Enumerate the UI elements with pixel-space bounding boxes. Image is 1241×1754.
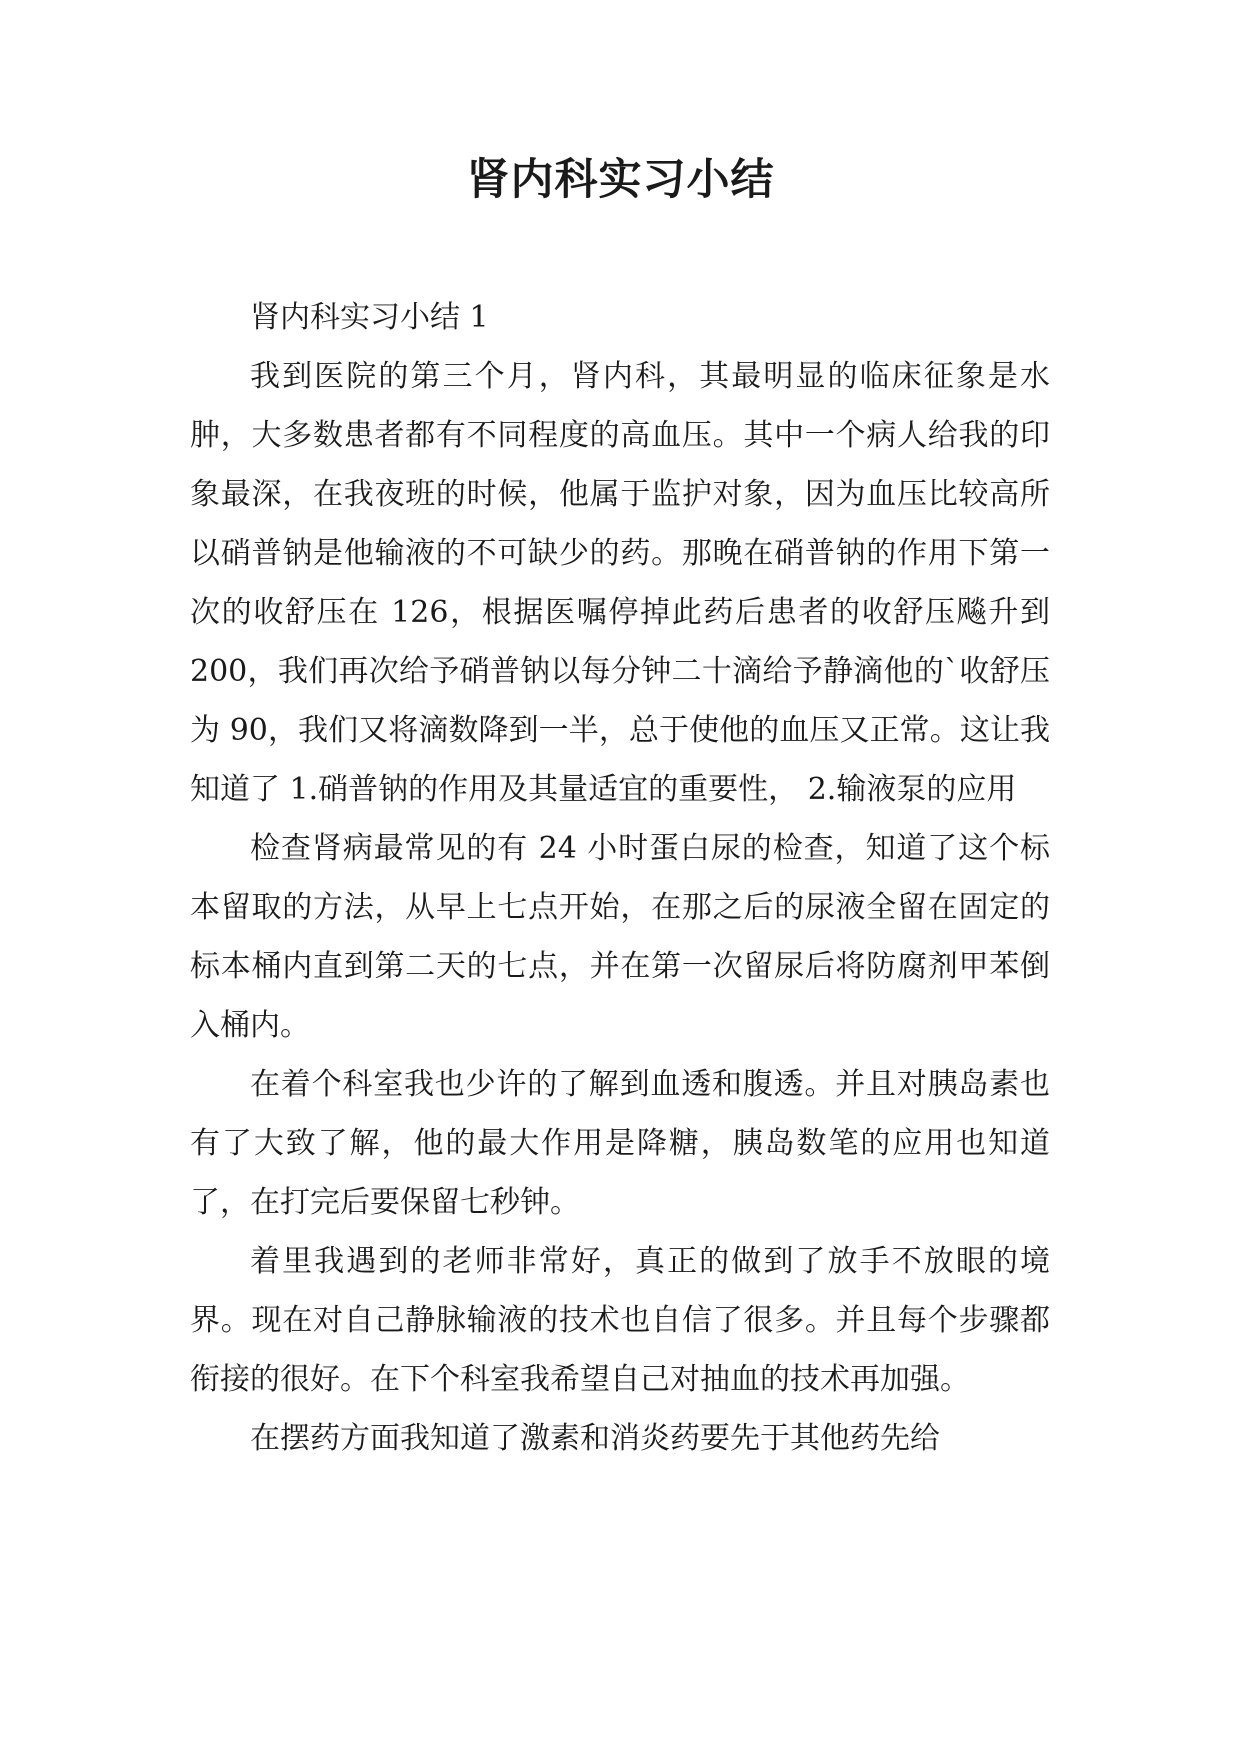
document-body	[190, 288, 1050, 1468]
paragraph: 我到医院的第三个月，肾内科，其最明显的临床征象是水肿，大多数患者都有不同程度的高血压。其中一个病人给我的印象最深，在我夜班的时候，他属于监护对象，因为血压比较高所以硝普钠是他输液的不可缺少的药。那晚在硝普钠的作用下第一次的收舒压在 126，根据医嘱停掉此药后患者的收舒压飚升到 200，我们再次给予硝普钠以每分钟二十滴给予静滴他的`收舒压为 90，我们又将滴数降到一半，总于使他的血压又正常。这让我知道了 1.硝普钠的作用及其量适宜的重要性， 2.输液泵的应用	[190, 359, 1050, 807]
paragraph: 在摆药方面我知道了激素和消炎药要先于其他药先给	[250, 1421, 940, 1456]
section-heading: 肾内科实习小结 1	[250, 300, 489, 335]
paragraph: 着里我遇到的老师非常好，真正的做到了放手不放眼的境界。现在对自己静脉输液的技术也自信了很多。并且每个步骤都衔接的很好。在下个科室我希望自己对抽血的技术再加强。	[190, 1244, 1050, 1397]
document-title: 肾内科实习小结	[466, 155, 775, 205]
paragraph: 在着个科室我也少许的了解到血透和腹透。并且对胰岛素也有了大致了解，他的最大作用是降糖，胰岛数笔的应用也知道了，在打完后要保留七秒钟。	[190, 1067, 1050, 1220]
paragraph: 检查肾病最常见的有 24 小时蛋白尿的检查，知道了这个标本留取的方法，从早上七点开始，在那之后的尿液全留在固定的标本桶内直到第二天的七点，并在第一次留尿后将防腐剂甲苯倒入桶内。	[190, 831, 1050, 1043]
